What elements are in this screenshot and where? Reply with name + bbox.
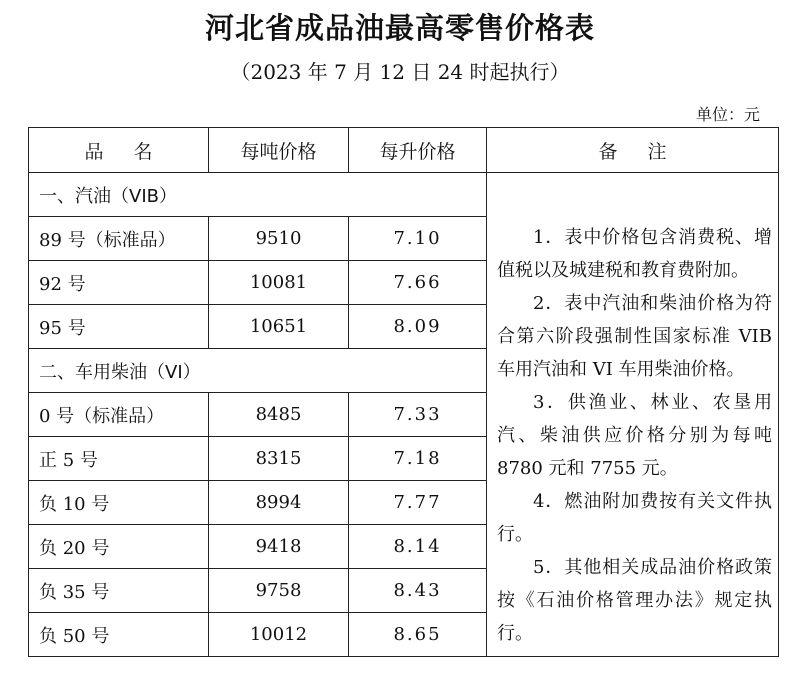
price-per-ton: 9510 — [209, 217, 349, 261]
note-5: 5．其他相关成品油价格政策按《石油价格管理办法》规定执行。 — [497, 557, 772, 644]
product-name: 负 35 号 — [29, 569, 209, 613]
page-subtitle: （2023 年 7 月 12 日 24 时起执行） — [230, 60, 570, 84]
header-name: 品 名 — [29, 128, 209, 173]
header-per-ton: 每吨价格 — [209, 128, 349, 173]
product-name: 0 号（标准品） — [29, 393, 209, 437]
price-per-liter: 8.14 — [349, 525, 487, 569]
price-per-ton: 8994 — [209, 481, 349, 525]
price-per-liter: 8.09 — [349, 305, 487, 349]
product-name: 负 10 号 — [29, 481, 209, 525]
price-table — [28, 127, 779, 657]
price-per-ton: 8485 — [209, 393, 349, 437]
price-per-liter: 7.33 — [349, 393, 487, 437]
section-title: 一、汽油（VIB） — [29, 173, 487, 217]
product-name: 95 号 — [29, 305, 209, 349]
header-per-liter: 每升价格 — [349, 128, 487, 173]
product-name: 89 号（标准品） — [29, 217, 209, 261]
product-name: 负 50 号 — [29, 613, 209, 657]
header-remarks: 备 注 — [487, 128, 779, 173]
price-per-ton: 10651 — [209, 305, 349, 349]
section-title: 二、车用柴油（VI） — [29, 349, 487, 393]
product-name: 负 20 号 — [29, 525, 209, 569]
note-3: 3．供渔业、林业、农垦用汽、柴油供应价格分别为每吨 8780 元和 7755 元。 — [497, 392, 772, 479]
page-title: 河北省成品油最高零售价格表 — [204, 11, 595, 45]
product-name: 正 5 号 — [29, 437, 209, 481]
price-per-ton: 10012 — [209, 613, 349, 657]
price-per-liter: 7.77 — [349, 481, 487, 525]
price-per-liter: 8.43 — [349, 569, 487, 613]
note-2: 2．表中汽油和柴油价格为符合第六阶段强制性国家标准 VIB 车用汽油和 VI 车用柴油价格。 — [497, 293, 772, 380]
price-per-liter: 7.66 — [349, 261, 487, 305]
unit-label: 单位：元 — [695, 105, 760, 124]
note-4: 4．燃油附加费按有关文件执行。 — [497, 491, 772, 545]
price-per-ton: 9418 — [209, 525, 349, 569]
price-per-ton: 9758 — [209, 569, 349, 613]
price-per-ton: 10081 — [209, 261, 349, 305]
section-row-gasoline — [29, 173, 779, 217]
price-per-ton: 8315 — [209, 437, 349, 481]
price-per-liter: 7.10 — [349, 217, 487, 261]
header-row — [29, 128, 779, 173]
price-per-liter: 7.18 — [349, 437, 487, 481]
product-name: 92 号 — [29, 261, 209, 305]
note-1: 1．表中价格包含消费税、增值税以及城建税和教育费附加。 — [497, 227, 772, 281]
remarks-cell — [487, 173, 779, 657]
price-per-liter: 8.65 — [349, 613, 487, 657]
